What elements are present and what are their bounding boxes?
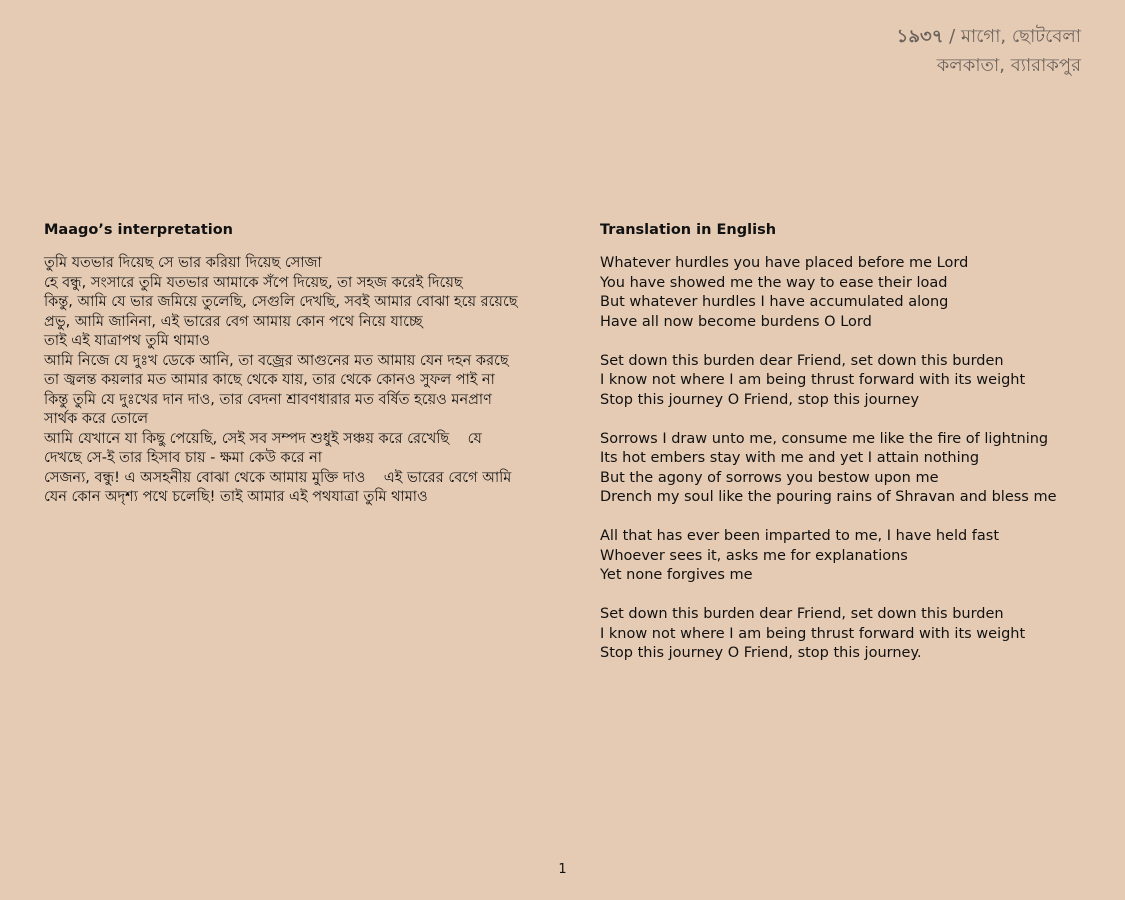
bengali-line: আমি নিজে যে দুঃখ ডেকে আনি, তা বজ্রের আগুনের মত আমায় যেন দহন করছে bbox=[44, 352, 509, 369]
bengali-line: প্রভু, আমি জানিনা, এই ভারের বেগ আমায় কোন পথে নিয়ে যাচ্ছে bbox=[44, 313, 423, 330]
page-number: 1 bbox=[558, 862, 567, 877]
english-column-title: Translation in English bbox=[600, 222, 777, 238]
english-line: Whoever sees it, asks me for explanations bbox=[600, 547, 908, 564]
bengali-line: তা জ্বলন্ত কয়লার মত আমার কাছে থেকে যায়, তার থেকে কোনও সুফল পাই না bbox=[44, 372, 495, 388]
english-line: But whatever hurdles I have accumulated along bbox=[600, 294, 949, 310]
english-column bbox=[600, 220, 1090, 683]
bengali-line: তাই এই যাত্রাপথ তুমি থামাও bbox=[44, 333, 210, 349]
english-line: All that has ever been imparted to me, I have held fast bbox=[600, 528, 1000, 544]
stanza-2 bbox=[600, 352, 1090, 411]
stanza-1 bbox=[600, 254, 1090, 332]
page-header bbox=[897, 22, 1081, 80]
header-separator: / bbox=[943, 26, 961, 47]
english-line: Whatever hurdles you have placed before me Lord bbox=[600, 255, 969, 271]
english-line: Drench my soul like the pouring rains of Shravan and bless me bbox=[600, 489, 1057, 505]
english-line: Sorrows I draw unto me, consume me like the fire of lightning bbox=[600, 430, 1049, 447]
english-line: You have showed me the way to ease their load bbox=[600, 274, 948, 291]
english-line: Stop this journey O Friend, stop this journey bbox=[600, 391, 920, 408]
bengali-line: কিন্তু তুমি যে দুঃখের দান দাও, তার বেদনা শ্রাবণধারার মত বর্ষিত হয়েও মনপ্রাণ সার্থক করে তোলে bbox=[44, 391, 492, 427]
stanza-4 bbox=[600, 527, 1090, 586]
bengali-line: তুমি যতভার দিয়েছ সে ভার করিয়া দিয়েছ সোজা bbox=[44, 255, 322, 271]
english-line: Yet none forgives me bbox=[600, 567, 753, 583]
header-year: ১৯৩৭ bbox=[896, 26, 944, 47]
bengali-line: আমি যেখানে যা কিছু পেয়েছি, সেই সব সম্পদ শুধুই সঞ্চয় করে রেখেছি যে দেখছে সে-ই তার হিসাব চায় - ক্ষমা কেউ করে না bbox=[44, 430, 487, 466]
english-line: Set down this burden dear Friend, set down this burden bbox=[600, 606, 1004, 622]
english-line: Stop this journey O Friend, stop this journey. bbox=[600, 645, 922, 661]
english-line: I know not where I am being thrust forward with its weight bbox=[600, 625, 1026, 642]
stanza-5 bbox=[600, 605, 1090, 664]
header-title-line bbox=[897, 22, 1081, 51]
bengali-line: সেজন্য, বন্ধু! এ অসহনীয় বোঝা থেকে আমায় মুক্তি দাও এই ভারের বেগে আমি যেন কোন অদৃশ্য পথে চলেছি! তাই আমার এই পথযাত্রা তুমি থামাও bbox=[44, 469, 516, 505]
bengali-text bbox=[44, 254, 524, 508]
bengali-column bbox=[44, 220, 524, 508]
english-line: Have all now become burdens O Lord bbox=[600, 313, 872, 330]
header-subtitle: মাগো, ছোটবেলা bbox=[960, 26, 1081, 47]
stanza-3 bbox=[600, 430, 1090, 508]
english-line: Set down this burden dear Friend, set down this burden bbox=[600, 352, 1004, 369]
english-line: But the agony of sorrows you bestow upon me bbox=[600, 469, 939, 486]
bengali-column-title: Maago’s interpretation bbox=[44, 222, 234, 238]
english-line: Its hot embers stay with me and yet I attain nothing bbox=[600, 450, 980, 466]
english-line: I know not where I am being thrust forward with its weight bbox=[600, 372, 1026, 388]
english-text bbox=[600, 254, 1090, 664]
bengali-line: কিন্তু, আমি যে ভার জমিয়ে তুলেছি, সেগুলি দেখছি, সবই আমার বোঝা হয়ে রয়েছে bbox=[44, 294, 518, 310]
bengali-line: হে বন্ধু, সংসারে তুমি যতভার আমাকে সঁপে দিয়েছ, তা সহজ করেই দিয়েছ bbox=[44, 274, 463, 291]
header-location: কলকাতা, ব্যারাকপুর bbox=[936, 55, 1081, 76]
